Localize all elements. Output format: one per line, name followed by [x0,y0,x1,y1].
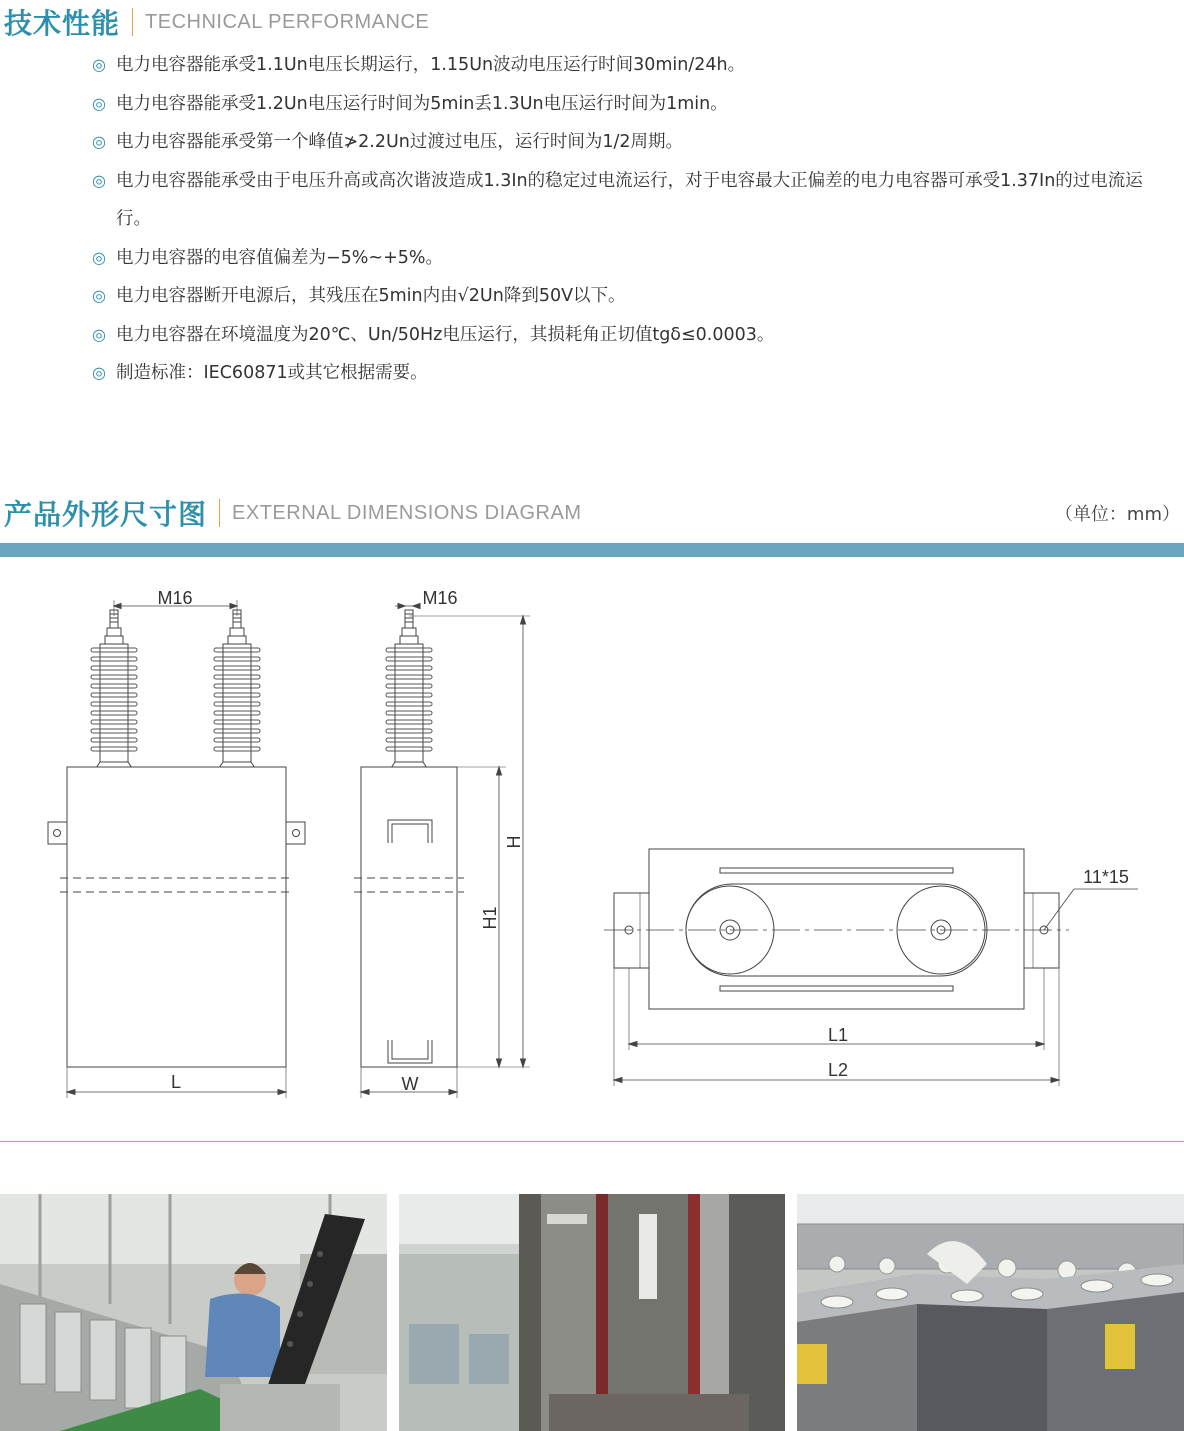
list-item-text: 电力电容器能承受1.1Un电压长期运行，1.15Un波动电压运行时间30min/24h。 [116,55,746,75]
h-label: H [504,835,524,849]
bullet-icon: ◎ [92,324,106,344]
front-thread-label: M16 [157,588,193,608]
list-item-text: 电力电容器能承受由于电压升高或高次谐波造成1.3In的稳定过电流运行，对于电容最大正偏差的电力电容器可承受1.37In的过电流运行。 [116,170,1143,229]
list-item-text: 制造标准：IEC60871或其它根据需要。 [116,363,428,383]
dims-title: 产品外形尺寸图 [4,498,208,531]
header-divider [219,499,220,527]
performance-list [92,46,1177,393]
slot-label: 11*15 [1083,867,1129,887]
list-item [92,85,1177,124]
tech-title: 技术性能 [4,7,121,40]
list-item-text: 电力电容器在环境温度为20℃、Un/50Hz电压运行，其损耗角正切值tgδ≤0.0003。 [116,324,775,345]
list-item [92,46,1177,85]
header-divider [132,8,133,36]
top-view [604,849,1138,1086]
side-thread-label: M16 [422,588,458,608]
tech-subtitle: TECHNICAL PERFORMANCE [145,10,430,33]
list-item [92,123,1177,162]
factory-photo-capacitors [797,1194,1184,1431]
front-view [48,588,305,1098]
side-view [354,588,530,1098]
width-label: W [401,1074,419,1094]
bullet-icon: ◎ [92,55,106,74]
list-item [92,354,1177,393]
bullet-icon: ◎ [92,363,106,382]
l2-label: L2 [827,1060,849,1080]
bullet-icon: ◎ [92,170,106,190]
factory-photo-oven [399,1194,785,1431]
bullet-icon: ◎ [92,286,106,305]
tech-header [4,2,429,42]
list-item-text: 电力电容器断开电源后，其残压在5min内由√2Un降到50V以下。 [116,286,626,306]
bullet-icon: ◎ [92,93,106,113]
section-band [0,543,1184,557]
factory-photo-worker [0,1194,387,1431]
unit-label: （单位：mm） [1054,504,1180,525]
bullet-icon: ◎ [92,247,106,267]
list-item-text: 电力电容器的电容值偏差为−5%~+5%。 [116,247,444,268]
h1-label: H1 [480,906,500,930]
list-item [92,316,1177,355]
list-item-text: 电力电容器能承受第一个峰值≯2.2Un过渡过电压，运行时间为1/2周期。 [116,132,684,152]
section-divider [0,1141,1184,1142]
bullet-icon: ◎ [92,132,106,151]
dims-subtitle: EXTERNAL DIMENSIONS DIAGRAM [232,501,582,524]
list-item [92,239,1177,278]
dimensions-drawing [0,560,1184,1120]
l1-label: L1 [827,1025,849,1045]
list-item [92,162,1177,239]
length-label: L [170,1072,182,1092]
list-item-text: 电力电容器能承受1.2Un电压运行时间为5min丢1.3Un电压运行时间为1min。 [116,93,728,114]
dims-header [4,493,582,533]
list-item [92,277,1177,316]
